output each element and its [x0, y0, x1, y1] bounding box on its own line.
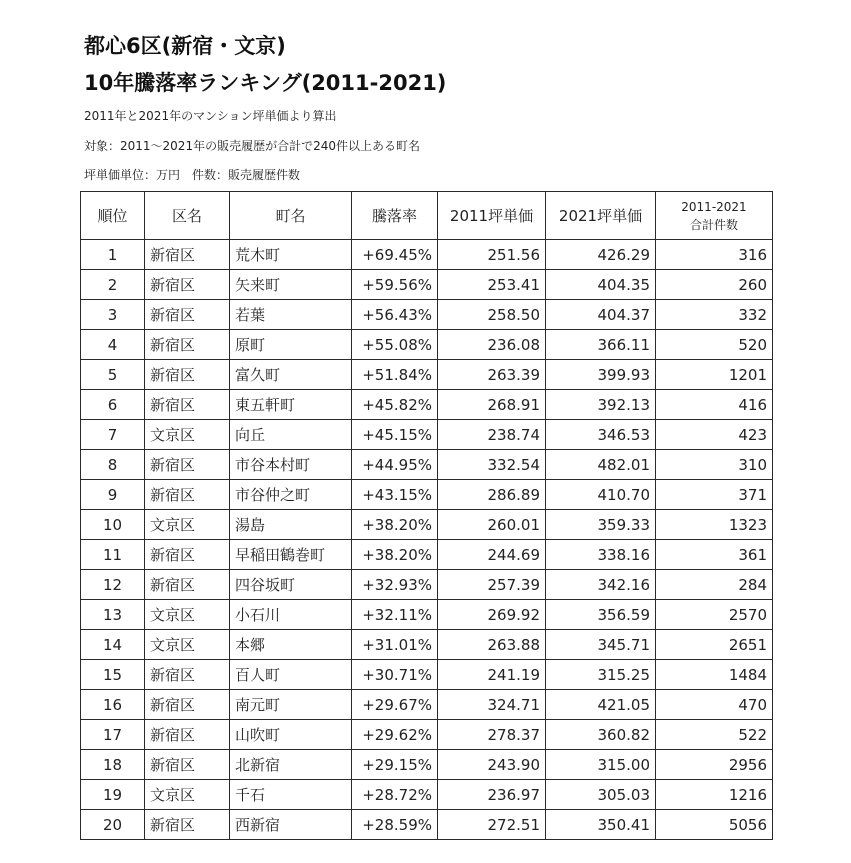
cell-town: 南元町 [230, 690, 352, 720]
cell-price-2021: 410.70 [546, 480, 656, 510]
table-row [81, 450, 773, 480]
cell-ward: 新宿区 [145, 450, 230, 480]
cell-price-2021: 421.05 [546, 690, 656, 720]
cell-ward: 新宿区 [145, 300, 230, 330]
cell-price-2021: 356.59 [546, 600, 656, 630]
table-row [81, 660, 773, 690]
cell-town: 早稲田鶴巻町 [230, 540, 352, 570]
table-row [81, 570, 773, 600]
cell-rank: 5 [81, 360, 145, 390]
cell-count: 520 [656, 330, 773, 360]
cell-town: 向丘 [230, 420, 352, 450]
cell-count: 423 [656, 420, 773, 450]
cell-town: 市谷本村町 [230, 450, 352, 480]
cell-change: +28.59% [352, 810, 438, 840]
header-rank: 順位 [81, 192, 145, 240]
cell-price-2011: 278.37 [438, 720, 546, 750]
cell-price-2021: 426.29 [546, 240, 656, 270]
table-row [81, 600, 773, 630]
table-row [81, 750, 773, 780]
calculation-note: 2011年と2021年のマンション坪単価より算出 [84, 109, 337, 123]
cell-price-2011: 258.50 [438, 300, 546, 330]
cell-change: +29.15% [352, 750, 438, 780]
cell-change: +51.84% [352, 360, 438, 390]
table-row [81, 330, 773, 360]
cell-change: +59.56% [352, 270, 438, 300]
cell-town: 小石川 [230, 600, 352, 630]
table-row [81, 240, 773, 270]
cell-price-2011: 243.90 [438, 750, 546, 780]
cell-price-2021: 482.01 [546, 450, 656, 480]
cell-price-2011: 253.41 [438, 270, 546, 300]
table-row [81, 780, 773, 810]
cell-town: 東五軒町 [230, 390, 352, 420]
cell-ward: 新宿区 [145, 390, 230, 420]
table-row [81, 540, 773, 570]
cell-count: 2651 [656, 630, 773, 660]
cell-price-2021: 315.00 [546, 750, 656, 780]
page-subtitle: 10年騰落率ランキング(2011-2021) [84, 71, 447, 95]
cell-town: 西新宿 [230, 810, 352, 840]
cell-count: 316 [656, 240, 773, 270]
cell-ward: 文京区 [145, 780, 230, 810]
cell-price-2011: 260.01 [438, 510, 546, 540]
cell-count: 522 [656, 720, 773, 750]
cell-town: 四谷坂町 [230, 570, 352, 600]
cell-rank: 1 [81, 240, 145, 270]
cell-ward: 文京区 [145, 510, 230, 540]
cell-price-2021: 366.11 [546, 330, 656, 360]
cell-town: 北新宿 [230, 750, 352, 780]
cell-count: 1484 [656, 660, 773, 690]
cell-change: +44.95% [352, 450, 438, 480]
header-count [656, 192, 773, 240]
cell-price-2011: 263.39 [438, 360, 546, 390]
cell-count: 332 [656, 300, 773, 330]
table-header-row [81, 192, 773, 240]
cell-ward: 新宿区 [145, 720, 230, 750]
cell-town: 市谷仲之町 [230, 480, 352, 510]
header-count-label: 合計件数 [689, 217, 738, 232]
cell-price-2011: 269.92 [438, 600, 546, 630]
cell-ward: 新宿区 [145, 690, 230, 720]
cell-rank: 14 [81, 630, 145, 660]
cell-price-2021: 404.37 [546, 300, 656, 330]
header-price-2011: 2011坪単価 [438, 192, 546, 240]
cell-change: +29.62% [352, 720, 438, 750]
cell-town: 湯島 [230, 510, 352, 540]
cell-price-2011: 324.71 [438, 690, 546, 720]
cell-count: 5056 [656, 810, 773, 840]
header-ward: 区名 [145, 192, 230, 240]
cell-price-2011: 236.97 [438, 780, 546, 810]
cell-price-2021: 399.93 [546, 360, 656, 390]
cell-price-2011: 236.08 [438, 330, 546, 360]
cell-rank: 17 [81, 720, 145, 750]
cell-ward: 新宿区 [145, 240, 230, 270]
cell-change: +55.08% [352, 330, 438, 360]
cell-rank: 11 [81, 540, 145, 570]
cell-price-2011: 268.91 [438, 390, 546, 420]
cell-count: 470 [656, 690, 773, 720]
cell-price-2021: 338.16 [546, 540, 656, 570]
cell-price-2011: 272.51 [438, 810, 546, 840]
target-note: 対象：2011～2021年の販売履歴が合計で240件以上ある町名 [84, 139, 420, 153]
cell-change: +45.15% [352, 420, 438, 450]
table-row [81, 510, 773, 540]
cell-ward: 文京区 [145, 420, 230, 450]
cell-change: +29.67% [352, 690, 438, 720]
cell-town: 本郷 [230, 630, 352, 660]
cell-ward: 新宿区 [145, 660, 230, 690]
cell-change: +38.20% [352, 540, 438, 570]
cell-change: +32.93% [352, 570, 438, 600]
cell-town: 矢来町 [230, 270, 352, 300]
cell-change: +32.11% [352, 600, 438, 630]
cell-price-2011: 244.69 [438, 540, 546, 570]
cell-count: 1216 [656, 780, 773, 810]
cell-count: 416 [656, 390, 773, 420]
cell-price-2011: 332.54 [438, 450, 546, 480]
cell-price-2021: 345.71 [546, 630, 656, 660]
cell-count: 284 [656, 570, 773, 600]
table-row [81, 420, 773, 450]
cell-town: 荒木町 [230, 240, 352, 270]
cell-rank: 7 [81, 420, 145, 450]
header-change: 騰落率 [352, 192, 438, 240]
cell-town: 千石 [230, 780, 352, 810]
cell-rank: 15 [81, 660, 145, 690]
table-row [81, 390, 773, 420]
cell-town: 百人町 [230, 660, 352, 690]
cell-change: +43.15% [352, 480, 438, 510]
cell-change: +45.82% [352, 390, 438, 420]
cell-ward: 新宿区 [145, 540, 230, 570]
cell-ward: 新宿区 [145, 270, 230, 300]
header-count-years: 2011-2021 [681, 199, 747, 214]
cell-ward: 新宿区 [145, 330, 230, 360]
cell-count: 371 [656, 480, 773, 510]
table-row [81, 480, 773, 510]
cell-rank: 3 [81, 300, 145, 330]
cell-price-2021: 404.35 [546, 270, 656, 300]
cell-rank: 4 [81, 330, 145, 360]
cell-count: 1323 [656, 510, 773, 540]
cell-ward: 新宿区 [145, 570, 230, 600]
page-title: 都心6区(新宿・文京) [84, 34, 286, 58]
table-row [81, 270, 773, 300]
cell-change: +69.45% [352, 240, 438, 270]
cell-ward: 新宿区 [145, 360, 230, 390]
cell-rank: 12 [81, 570, 145, 600]
cell-change: +28.72% [352, 780, 438, 810]
cell-price-2011: 286.89 [438, 480, 546, 510]
cell-change: +31.01% [352, 630, 438, 660]
cell-change: +56.43% [352, 300, 438, 330]
cell-price-2011: 257.39 [438, 570, 546, 600]
cell-rank: 6 [81, 390, 145, 420]
cell-rank: 8 [81, 450, 145, 480]
table-row [81, 300, 773, 330]
cell-count: 2570 [656, 600, 773, 630]
cell-town: 富久町 [230, 360, 352, 390]
cell-count: 310 [656, 450, 773, 480]
cell-price-2021: 346.53 [546, 420, 656, 450]
header-price-2021: 2021坪単価 [546, 192, 656, 240]
table-row [81, 360, 773, 390]
cell-rank: 2 [81, 270, 145, 300]
cell-rank: 9 [81, 480, 145, 510]
cell-count: 1201 [656, 360, 773, 390]
cell-price-2021: 350.41 [546, 810, 656, 840]
cell-rank: 16 [81, 690, 145, 720]
cell-rank: 18 [81, 750, 145, 780]
cell-town: 原町 [230, 330, 352, 360]
cell-price-2021: 305.03 [546, 780, 656, 810]
table-row [81, 690, 773, 720]
cell-ward: 新宿区 [145, 480, 230, 510]
cell-town: 若葉 [230, 300, 352, 330]
cell-rank: 10 [81, 510, 145, 540]
cell-ward: 新宿区 [145, 810, 230, 840]
table-row [81, 810, 773, 840]
cell-price-2021: 392.13 [546, 390, 656, 420]
cell-price-2021: 360.82 [546, 720, 656, 750]
cell-rank: 13 [81, 600, 145, 630]
cell-town: 山吹町 [230, 720, 352, 750]
header-town: 町名 [230, 192, 352, 240]
cell-price-2011: 251.56 [438, 240, 546, 270]
cell-price-2021: 342.16 [546, 570, 656, 600]
cell-price-2011: 241.19 [438, 660, 546, 690]
unit-note: 坪単価単位：万円 件数：販売履歴件数 [84, 168, 301, 182]
cell-count: 2956 [656, 750, 773, 780]
cell-count: 361 [656, 540, 773, 570]
cell-ward: 新宿区 [145, 750, 230, 780]
cell-price-2011: 238.74 [438, 420, 546, 450]
cell-price-2021: 315.25 [546, 660, 656, 690]
cell-change: +38.20% [352, 510, 438, 540]
ranking-table [80, 191, 773, 840]
table-row [81, 720, 773, 750]
cell-ward: 文京区 [145, 630, 230, 660]
cell-price-2011: 263.88 [438, 630, 546, 660]
cell-price-2021: 359.33 [546, 510, 656, 540]
cell-rank: 20 [81, 810, 145, 840]
table-row [81, 630, 773, 660]
cell-change: +30.71% [352, 660, 438, 690]
cell-count: 260 [656, 270, 773, 300]
cell-rank: 19 [81, 780, 145, 810]
cell-ward: 文京区 [145, 600, 230, 630]
